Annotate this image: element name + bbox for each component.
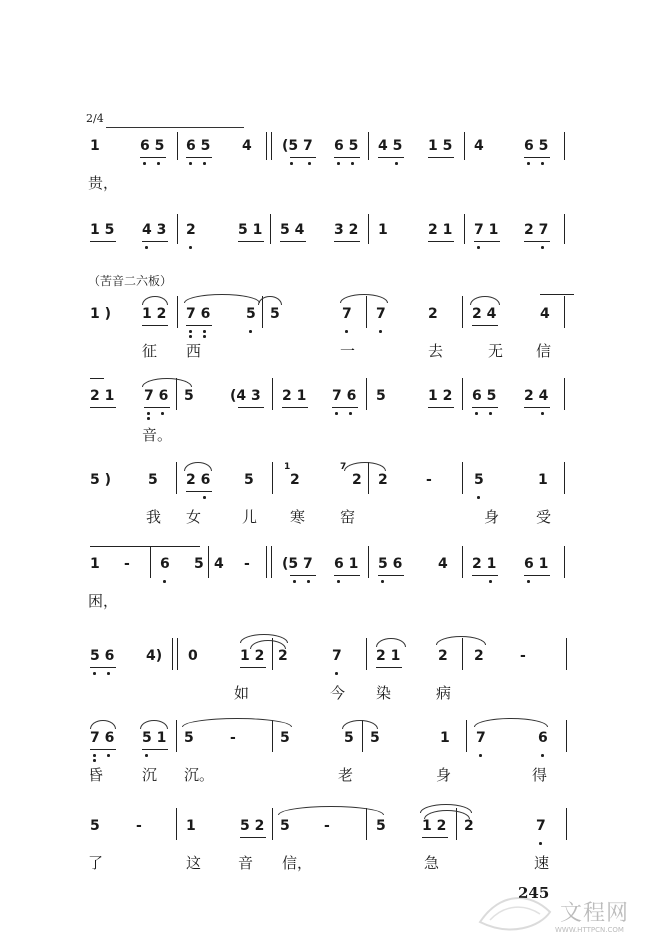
underline (90, 667, 116, 668)
underline (186, 491, 212, 492)
lyric: 音。 (142, 426, 173, 444)
lyric: 信， (282, 854, 313, 872)
underline (186, 157, 212, 158)
note: 2 (378, 472, 388, 488)
note: 2 4 (524, 388, 549, 404)
note: 5 (344, 730, 354, 746)
note: 2 (352, 472, 362, 488)
note: 1 2 (240, 648, 265, 664)
note: 5 (184, 730, 194, 746)
note: 7 (342, 306, 352, 322)
low-dot (395, 162, 398, 165)
note: 7 6 (186, 306, 211, 322)
low-dot (189, 335, 192, 338)
bar-line (462, 546, 463, 578)
note: 1 (186, 818, 196, 834)
underline (238, 407, 264, 408)
underline (240, 667, 266, 668)
underline (334, 575, 360, 576)
slur-arc (184, 294, 260, 303)
low-dot (335, 672, 338, 675)
note: 7 1 (474, 222, 499, 238)
low-dot (345, 330, 348, 333)
note: 6 (538, 730, 548, 746)
low-dot (541, 162, 544, 165)
bar-line (564, 296, 565, 328)
bar-line (464, 214, 465, 244)
lyric: 一 (340, 342, 356, 360)
low-dot (539, 842, 542, 845)
note: 5 (194, 556, 204, 572)
note: (4 3 (230, 388, 261, 404)
lyric: 病 (436, 684, 452, 702)
lyric: 西 (186, 342, 202, 360)
low-dot (157, 162, 160, 165)
note: - (324, 818, 330, 834)
bar-line (177, 296, 178, 328)
bar-line (564, 546, 565, 578)
note: - (520, 648, 526, 664)
note: 1 5 (428, 138, 453, 154)
low-dot (527, 162, 530, 165)
slur-arc (182, 718, 292, 727)
bar-line (366, 638, 367, 670)
bar-line (272, 378, 273, 410)
underline (422, 837, 448, 838)
lyric: 寒 (290, 508, 306, 526)
underline (428, 241, 454, 242)
low-dot (351, 162, 354, 165)
underline (428, 157, 454, 158)
bar-line (462, 378, 463, 410)
note: 2 (438, 648, 448, 664)
lyric: 受 (536, 508, 552, 526)
note: 2 (186, 222, 196, 238)
note: 5 (270, 306, 280, 322)
bar-line (266, 546, 267, 578)
note: 6 5 (472, 388, 497, 404)
low-dot (337, 580, 340, 583)
lyric: 沉。 (184, 766, 215, 784)
lyric: 得 (532, 766, 548, 784)
underline (334, 157, 360, 158)
note: 4 (242, 138, 252, 154)
bar-line (566, 638, 567, 670)
note: 2 (428, 306, 438, 322)
underline (142, 325, 168, 326)
underline (376, 667, 402, 668)
note: 4 3 (142, 222, 167, 238)
underline (428, 407, 454, 408)
bar-line (208, 546, 209, 578)
phrase-line (90, 378, 104, 379)
lyric: 了 (88, 854, 104, 872)
note: 1 (378, 222, 388, 238)
lyric: 女 (186, 508, 202, 526)
phrase-line (106, 127, 244, 128)
underline (90, 241, 116, 242)
bar-line (366, 378, 367, 410)
slur-arc (142, 378, 192, 387)
low-dot (527, 580, 530, 583)
note: 5 2 (240, 818, 265, 834)
slur-arc (142, 296, 168, 305)
underline (472, 575, 498, 576)
lyric: 征 (142, 342, 158, 360)
underline (332, 407, 358, 408)
note: 7 (536, 818, 546, 834)
note: 5 (280, 818, 290, 834)
note: 5 (90, 818, 100, 834)
lyric: 窑 (340, 508, 356, 526)
slur-arc (342, 720, 378, 729)
watermark-url: WWW.HTTPCN.COM (555, 926, 624, 934)
low-dot (145, 754, 148, 757)
low-dot (489, 412, 492, 415)
bar-line (368, 546, 369, 578)
bar-line (564, 132, 565, 160)
slur-arc (340, 294, 388, 303)
lyric: 如 (234, 684, 250, 702)
note: 2 1 (472, 556, 497, 572)
slur-arc (258, 296, 282, 305)
low-dot (290, 162, 293, 165)
bar-line (177, 214, 178, 244)
bar-line (566, 720, 567, 752)
note: - (244, 556, 250, 572)
note: 5 (376, 388, 386, 404)
note: 2 1 (376, 648, 401, 664)
low-dot (147, 412, 150, 415)
lyric: 急 (424, 854, 440, 872)
slur-arc (376, 638, 406, 647)
low-dot (189, 330, 192, 333)
note: 5 (474, 472, 484, 488)
bar-line (564, 378, 565, 410)
phrase-line (90, 546, 200, 547)
grace-note: 7 (340, 462, 347, 472)
note: 2 1 (428, 222, 453, 238)
low-dot (379, 330, 382, 333)
note: - (136, 818, 142, 834)
underline (524, 157, 550, 158)
lyric: 速 (534, 854, 550, 872)
bar-line (270, 214, 271, 244)
phrase-line (540, 294, 574, 295)
low-dot (203, 335, 206, 338)
underline (142, 749, 168, 750)
note: 6 5 (524, 138, 549, 154)
note: 2 4 (472, 306, 497, 322)
bar-line (462, 462, 463, 494)
note: 1 (440, 730, 450, 746)
bar-line (564, 462, 565, 494)
note: 5 1 (142, 730, 167, 746)
note: 1 2 (142, 306, 167, 322)
note: (5 7 (282, 138, 313, 154)
low-dot (477, 496, 480, 499)
low-dot (337, 162, 340, 165)
underline (474, 241, 500, 242)
note: 6 5 (334, 138, 359, 154)
underline (378, 575, 404, 576)
slur-arc (436, 636, 486, 645)
underline (144, 407, 170, 408)
slur-arc (140, 720, 168, 729)
bar-line (272, 462, 273, 494)
bar-line (566, 808, 567, 840)
note: 5 6 (378, 556, 403, 572)
underline (290, 157, 316, 158)
lyric: 今 (330, 684, 346, 702)
note: 5 (246, 306, 256, 322)
bar-line (266, 132, 267, 160)
bar-line (150, 546, 151, 578)
low-dot (381, 580, 384, 583)
note: - (230, 730, 236, 746)
low-dot (203, 330, 206, 333)
lyric: 身 (484, 508, 500, 526)
note: 2 (464, 818, 474, 834)
low-dot (147, 417, 150, 420)
note: 7 6 (90, 730, 115, 746)
note: 2 1 (90, 388, 115, 404)
lyric: 我 (146, 508, 162, 526)
lyric: 去 (428, 342, 444, 360)
note: 7 6 (332, 388, 357, 404)
note: 7 (476, 730, 486, 746)
note: 5 (148, 472, 158, 488)
note: 7 (376, 306, 386, 322)
note: 4 (540, 306, 550, 322)
bar-line (271, 546, 272, 578)
underline (524, 575, 550, 576)
bar-line (462, 296, 463, 328)
slur-arc (474, 718, 548, 727)
lyric: 信 (536, 342, 552, 360)
note: 2 7 (524, 222, 549, 238)
low-dot (477, 246, 480, 249)
note: 4 (214, 556, 224, 572)
underline (140, 157, 166, 158)
low-dot (93, 672, 96, 675)
bar-line (368, 132, 369, 160)
bar-line (464, 132, 465, 160)
lyric: 这 (186, 854, 202, 872)
note: - (124, 556, 130, 572)
low-dot (249, 330, 252, 333)
lyric: 儿 (242, 508, 258, 526)
slur-arc (184, 462, 212, 471)
note: - (426, 472, 432, 488)
bar-line (177, 638, 178, 670)
bar-line (177, 132, 178, 160)
underline (378, 157, 404, 158)
note: 5 (280, 730, 290, 746)
lyric: 音 (238, 854, 254, 872)
underline (90, 407, 116, 408)
note: 6 5 (186, 138, 211, 154)
grace-note: 1 (284, 462, 291, 472)
underline (90, 749, 116, 750)
underline (238, 241, 264, 242)
slur-arc (90, 720, 116, 729)
bar-line (564, 214, 565, 244)
section-label: （苦音二六板） (88, 274, 173, 288)
low-dot (489, 580, 492, 583)
note: 7 6 (144, 388, 169, 404)
note: 5 1 (238, 222, 263, 238)
underline (280, 241, 306, 242)
bar-line (172, 638, 173, 670)
underline (472, 407, 498, 408)
note: 2 (278, 648, 288, 664)
note: 1 2 (422, 818, 447, 834)
note: 1 (538, 472, 548, 488)
low-dot (335, 412, 338, 415)
low-dot (189, 162, 192, 165)
lyric: 老 (338, 766, 354, 784)
note: 2 6 (186, 472, 211, 488)
bar-line (176, 808, 177, 840)
underline (524, 241, 550, 242)
lyric: 贵， (88, 174, 119, 192)
note: 4 5 (378, 138, 403, 154)
note: 3 2 (334, 222, 359, 238)
bar-line (176, 462, 177, 494)
lyric: 身 (436, 766, 452, 784)
low-dot (163, 580, 166, 583)
lyric: 昏 (88, 766, 104, 784)
low-dot (541, 412, 544, 415)
low-dot (93, 754, 96, 757)
bar-line (271, 132, 272, 160)
underline (186, 325, 212, 326)
low-dot (541, 754, 544, 757)
note: 4 (474, 138, 484, 154)
bar-line (272, 808, 273, 840)
bar-line (368, 214, 369, 244)
lyric: 沉 (142, 766, 158, 784)
low-dot (541, 246, 544, 249)
note: 6 5 (140, 138, 165, 154)
note: 1 ) (90, 306, 112, 322)
note: 4) (146, 648, 163, 664)
low-dot (161, 412, 164, 415)
lyric: 困， (88, 592, 119, 610)
low-dot (349, 412, 352, 415)
time-signature: 2/4 (86, 112, 104, 125)
lyric: 染 (376, 684, 392, 702)
low-dot (107, 672, 110, 675)
underline (240, 837, 266, 838)
note: 2 (474, 648, 484, 664)
low-dot (107, 754, 110, 757)
underline (282, 407, 308, 408)
underline (524, 407, 550, 408)
note: 5 (376, 818, 386, 834)
underline (334, 241, 360, 242)
low-dot (203, 496, 206, 499)
underline (290, 575, 316, 576)
bar-line (466, 720, 467, 752)
note: 5 (184, 388, 194, 404)
note: 4 (438, 556, 448, 572)
page-number: 245 (518, 884, 550, 902)
note: 6 (160, 556, 170, 572)
slur-arc (278, 806, 384, 815)
note: 5 (370, 730, 380, 746)
low-dot (308, 162, 311, 165)
low-dot (479, 754, 482, 757)
note: 5 ) (90, 472, 112, 488)
underline (472, 325, 498, 326)
low-dot (145, 246, 148, 249)
note: 1 2 (428, 388, 453, 404)
underline (142, 241, 168, 242)
low-dot (143, 162, 146, 165)
note: 1 5 (90, 222, 115, 238)
note: 1 (90, 556, 100, 572)
bar-line (176, 720, 177, 752)
note: 2 (290, 472, 300, 488)
watermark-text: 文程网 (560, 901, 630, 926)
low-dot (203, 162, 206, 165)
slur-arc (470, 296, 500, 305)
low-dot (475, 412, 478, 415)
slur-arc (344, 462, 386, 471)
note: 6 1 (524, 556, 549, 572)
note: (5 7 (282, 556, 313, 572)
note: 6 1 (334, 556, 359, 572)
note: 5 (244, 472, 254, 488)
note: 1 (90, 138, 100, 154)
note: 0 (188, 648, 198, 664)
note: 5 6 (90, 648, 115, 664)
low-dot (93, 759, 96, 762)
low-dot (293, 580, 296, 583)
note: 5 4 (280, 222, 305, 238)
note: 7 (332, 648, 342, 664)
low-dot (307, 580, 310, 583)
low-dot (189, 246, 192, 249)
note: 2 1 (282, 388, 307, 404)
lyric: 无 (488, 342, 504, 360)
